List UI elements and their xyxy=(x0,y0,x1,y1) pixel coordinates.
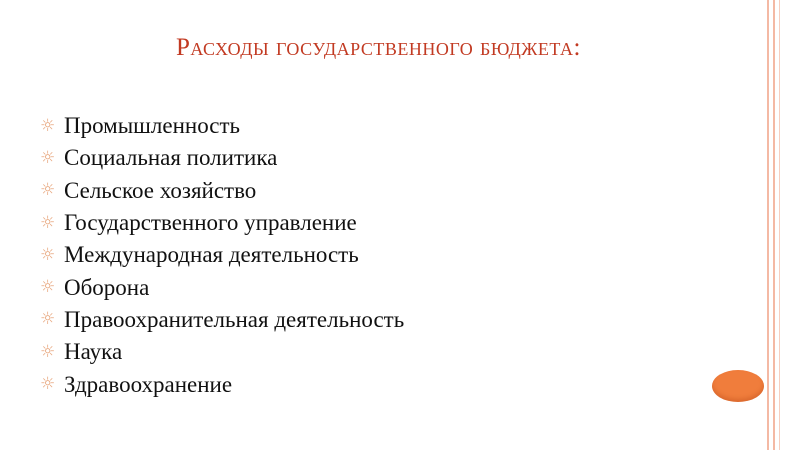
decorative-border-line xyxy=(773,0,775,450)
list-item xyxy=(40,368,404,400)
bullet-list xyxy=(40,110,404,401)
list-item-label: Наука xyxy=(64,339,123,365)
slide-title: Расходы государственного бюджета: xyxy=(176,34,581,61)
list-item xyxy=(40,142,404,174)
decorative-border-line xyxy=(779,0,780,450)
decorative-orange-circle xyxy=(712,370,764,402)
sun-icon: ☼ xyxy=(40,115,56,136)
list-item xyxy=(40,110,404,142)
list-item-label: Оборона xyxy=(64,274,150,300)
sun-icon: ☼ xyxy=(40,180,56,201)
list-item-label: Здравоохранение xyxy=(64,371,233,397)
list-item xyxy=(40,271,404,303)
sun-icon: ☼ xyxy=(40,374,56,395)
list-item xyxy=(40,336,404,368)
list-item xyxy=(40,304,404,336)
list-item-label: Правоохранительная деятельность xyxy=(64,306,405,332)
list-item xyxy=(40,175,404,207)
list-item-label: Промышленность xyxy=(64,113,241,139)
decorative-border-line xyxy=(767,0,769,450)
list-item-label: Государственного управление xyxy=(64,210,357,236)
sun-icon: ☼ xyxy=(40,341,56,362)
list-item xyxy=(40,207,404,239)
list-item-label: Социальная политика xyxy=(64,145,278,171)
list-item-label: Международная деятельность xyxy=(64,242,359,268)
sun-icon: ☼ xyxy=(40,212,56,233)
list-item xyxy=(40,239,404,271)
sun-icon: ☼ xyxy=(40,309,56,330)
list-item-label: Сельское хозяйство xyxy=(64,177,257,203)
sun-icon: ☼ xyxy=(40,147,56,168)
sun-icon: ☼ xyxy=(40,277,56,298)
sun-icon: ☼ xyxy=(40,244,56,265)
